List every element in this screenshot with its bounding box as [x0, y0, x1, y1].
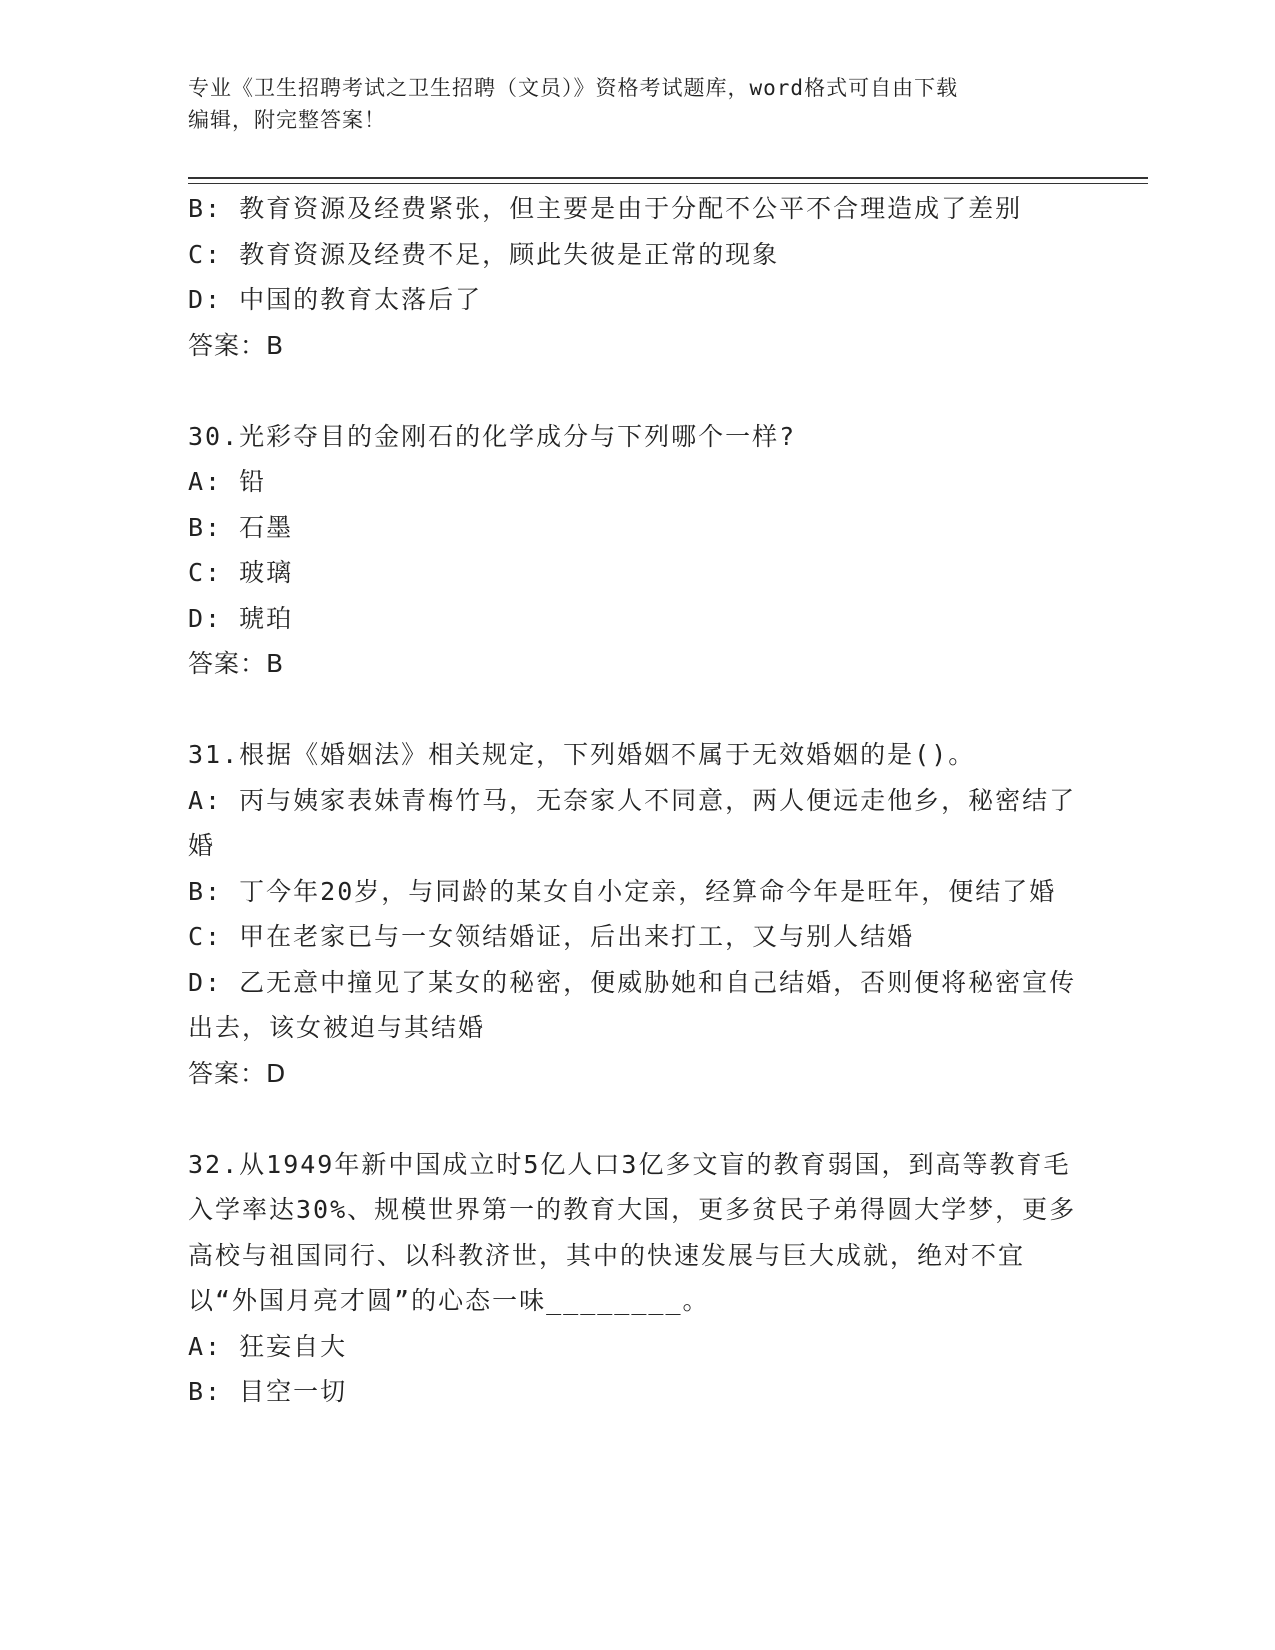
option-d: D: 乙无意中撞见了某女的秘密，便威胁她和自己结婚，否则便将秘密宣传出去，该女被迫与其结婚	[188, 967, 1077, 1042]
option-a: A: 丙与姨家表妹青梅竹马，无奈家人不同意，两人便远走他乡，秘密结了婚	[188, 785, 1077, 860]
option-a: A: 狂妄自大	[188, 1331, 348, 1361]
header-line-2: 编辑，附完整答案！	[188, 108, 386, 132]
option-b: B: 教育资源及经费紧张，但主要是由于分配不公平不合理造成了差别	[188, 194, 1023, 223]
document-header	[188, 72, 1088, 136]
header-divider-thin	[188, 183, 1148, 184]
option-b: B: 石墨	[188, 512, 294, 542]
question-spacer	[188, 368, 1088, 414]
question-spacer	[188, 687, 1088, 733]
question-text: 31.根据《婚姻法》相关规定，下列婚姻不属于无效婚姻的是()。	[188, 740, 976, 769]
option-a: A: 铅	[188, 467, 267, 496]
option-d: D: 琥珀	[188, 603, 294, 633]
header-line-1: 专业《卫生招聘考试之卫生招聘（文员）》资格考试题库，word格式可自由下载	[188, 76, 959, 100]
option-b: B: 丁今年20岁，与同龄的某女自小定亲，经算命今年是旺年，便结了婚	[188, 876, 1057, 906]
option-c: C: 甲在老家已与一女领结婚证，后出来打工，又与别人结婚	[188, 922, 915, 951]
answer-line: 答案：D	[188, 1058, 287, 1088]
header-divider-thick	[188, 177, 1148, 179]
question-31	[188, 732, 1088, 1096]
question-29-tail	[188, 186, 1088, 368]
question-spacer	[188, 1096, 1088, 1142]
question-list	[188, 186, 1088, 1415]
question-32	[188, 1142, 1088, 1415]
question-30	[188, 414, 1088, 687]
option-c: C: 教育资源及经费不足，顾此失彼是正常的现象	[188, 239, 780, 269]
question-text: 30.光彩夺目的金刚石的化学成分与下列哪个一样?	[188, 421, 797, 451]
option-c: C: 玻璃	[188, 558, 294, 587]
option-b: B: 目空一切	[188, 1377, 348, 1406]
answer-line: 答案：B	[188, 330, 285, 360]
question-text: 32.从1949年新中国成立时5亿人口3亿多文盲的教育弱国，到高等教育毛入学率达30%、规模世界第一的教育大国，更多贫民子弟得圆大学梦，更多高校与祖国同行、以科教济世，其中的快速发展与巨大成就，绝对不宜以“外国月亮才圆”的心态一味________。	[188, 1149, 1077, 1315]
option-d: D: 中国的教育太落后了	[188, 285, 483, 314]
answer-line: 答案：B	[188, 649, 285, 678]
